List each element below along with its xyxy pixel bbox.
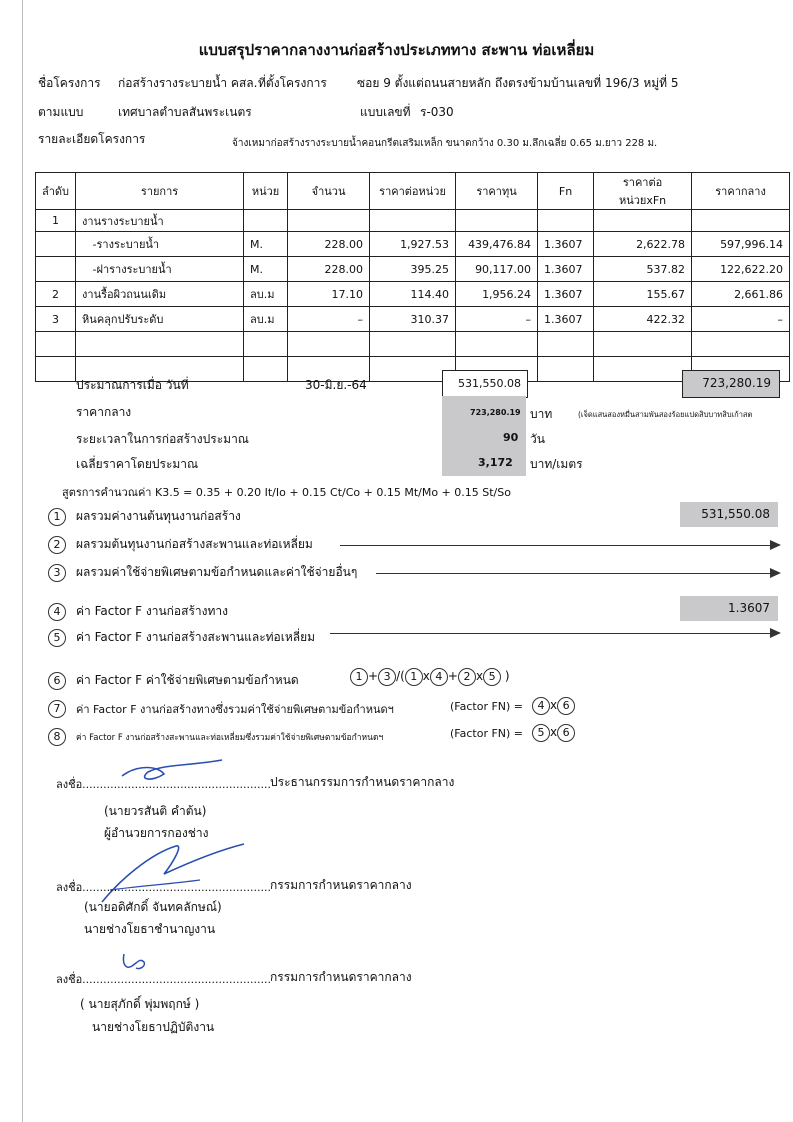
cell-median: 597,996.14 xyxy=(692,232,790,257)
circled-number: 3 xyxy=(378,668,396,686)
signature-1-sign-line: ลงชื่อ...................................................... xyxy=(56,778,271,791)
document-title: แบบสรุปราคากลางงานก่อสร้างประเภททาง สะพาน ท่อเหลี่ยม xyxy=(198,41,595,59)
cell-qty: 228.00 xyxy=(288,257,370,282)
avg-unit: บาท/เมตร xyxy=(530,457,583,471)
cell-empty xyxy=(244,357,288,382)
header-cell: ราคาทุน xyxy=(456,173,538,210)
cell-fn: 1.3607 xyxy=(538,232,594,257)
cell-no xyxy=(36,257,76,282)
circled-number: 1 xyxy=(350,668,368,686)
cell-unit-fn: 537.82 xyxy=(594,257,692,282)
item-8-fn-label: (Factor FN) = xyxy=(450,727,524,740)
cell-cost: 1,956.24 xyxy=(456,282,538,307)
table-header-row xyxy=(36,173,790,210)
arrow-right-icon xyxy=(770,628,781,638)
item-4-number-icon xyxy=(48,600,66,621)
signature-1-name: (นายวรสันติ คำต้น) xyxy=(104,804,207,818)
circled-number: 6 xyxy=(557,724,575,742)
cell-cost: – xyxy=(456,307,538,332)
table-row xyxy=(36,232,790,257)
cell-no: 2 xyxy=(36,282,76,307)
formula-times: x xyxy=(550,725,558,739)
cell-fn: 1.3607 xyxy=(538,257,594,282)
cell-median: – xyxy=(692,307,790,332)
cell-qty: 17.10 xyxy=(288,282,370,307)
project-location-value: ซอย 9 ตั้งแต่ถนนสายหลัก ถึงตรงข้ามบ้านเลขที่ 196/3 หมู่ที่ 5 xyxy=(357,76,679,90)
cell-no: 3 xyxy=(36,307,76,332)
signature-3-position: นายช่างโยธาปฏิบัติงาน xyxy=(92,1020,215,1034)
circled-number: 5 xyxy=(483,668,501,686)
table-row xyxy=(36,307,790,332)
header-cell: ราคาต่อหน่วยxFn xyxy=(594,173,692,210)
signature-2-sign-line: ลงชื่อ...................................................... xyxy=(56,881,271,894)
item-5-number-icon xyxy=(48,626,66,647)
cell-empty xyxy=(692,332,790,357)
cell-qty: 228.00 xyxy=(288,232,370,257)
arrow-right-icon xyxy=(770,540,781,550)
signature-3-name: ( นายสุภักดิ์ พุ่มพฤกษ์ ) xyxy=(80,997,200,1011)
circled-number: 7 xyxy=(48,700,66,718)
cell-empty xyxy=(538,357,594,382)
item-1-value: 531,550.08 xyxy=(701,507,770,521)
cell-empty xyxy=(538,332,594,357)
item-6-formula xyxy=(350,668,510,686)
cell-empty xyxy=(36,332,76,357)
cell-unit-fn xyxy=(594,210,692,232)
item-3-label: ผลรวมค่าใช้จ่ายพิเศษตามข้อกำหนดและค่าใช้จ่ายอื่นๆ xyxy=(76,565,358,579)
item-3-arrow-line xyxy=(376,573,770,574)
cell-median: 2,661.86 xyxy=(692,282,790,307)
signature-2-role: กรรมการกำหนดราคากลาง xyxy=(270,878,412,892)
formula-times: x xyxy=(550,698,558,712)
item-7-number-icon xyxy=(48,697,66,718)
cell-fn xyxy=(538,210,594,232)
item-4-value: 1.3607 xyxy=(728,601,770,615)
estimate-date: 30-มิ.ย.-64 xyxy=(305,378,367,392)
cell-item: หินคลุกปรับระดับ xyxy=(76,307,244,332)
estimate-cost-box xyxy=(442,370,528,398)
signature-1-role: ประธานกรรมการกำหนดราคากลาง xyxy=(270,775,455,789)
page-margin-line xyxy=(22,0,23,1122)
median-value: 723,280.19 xyxy=(470,408,521,417)
item-1-value-box xyxy=(680,502,778,527)
cell-cost xyxy=(456,210,538,232)
formula-plus: + xyxy=(447,669,458,683)
item-3-number-icon xyxy=(48,561,66,582)
median-unit: บาท xyxy=(530,407,553,421)
cell-unit-price: 1,927.53 xyxy=(370,232,456,257)
formula-plus: + xyxy=(368,669,379,683)
cell-empty xyxy=(456,332,538,357)
cell-unit: ลบ.ม xyxy=(244,307,288,332)
cell-qty xyxy=(288,210,370,232)
signature-1-position: ผู้อำนวยการกองช่าง xyxy=(104,826,209,840)
item-1-number-icon xyxy=(48,505,66,526)
header-cell: รายการ xyxy=(76,173,244,210)
detail-label: รายละเอียดโครงการ xyxy=(38,132,146,146)
cell-item: งานรื้อผิวถนนเดิม xyxy=(76,282,244,307)
cell-median: 122,622.20 xyxy=(692,257,790,282)
cell-empty xyxy=(76,332,244,357)
table-row xyxy=(36,210,790,232)
cell-item: งานรางระบายน้ำ xyxy=(76,210,244,232)
circled-number: 4 xyxy=(532,697,550,715)
item-2-label: ผลรวมต้นทุนงานก่อสร้างสะพานและท่อเหลี่ยม xyxy=(76,537,313,551)
cell-median xyxy=(692,210,790,232)
item-8-number-icon xyxy=(48,725,66,746)
design-value: เทศบาลตำบลสันพระเนตร xyxy=(118,105,252,119)
circled-number: 2 xyxy=(458,668,476,686)
cell-unit-fn: 155.67 xyxy=(594,282,692,307)
table-row xyxy=(36,282,790,307)
arrow-right-icon xyxy=(770,568,781,578)
item-8-formula xyxy=(532,724,575,742)
formula-times: x xyxy=(475,669,484,683)
cell-unit: ลบ.ม xyxy=(244,282,288,307)
duration-label: ระยะเวลาในการก่อสร้างประมาณ xyxy=(76,432,249,446)
project-name-value: ก่อสร้างรางระบายน้ำ คสล. xyxy=(118,76,258,90)
cell-unit-fn: 422.32 xyxy=(594,307,692,332)
cell-no xyxy=(36,232,76,257)
item-8-label: ค่า Factor F งานก่อสร้างสะพานและท่อเหลี่ยมซึ่งรวมค่าใช้จ่ายพิเศษตามข้อกำหนดฯ xyxy=(76,733,384,743)
formula-slash: /( xyxy=(396,669,405,683)
cell-empty xyxy=(36,357,76,382)
item-2-number-icon xyxy=(48,533,66,554)
item-4-value-box xyxy=(680,596,778,621)
duration-unit: วัน xyxy=(530,432,545,446)
cell-unit-price: 114.40 xyxy=(370,282,456,307)
estimate-label: ประมาณการเมื่อ วันที่ xyxy=(76,378,189,392)
circled-number: 4 xyxy=(430,668,448,686)
cell-cost: 90,117.00 xyxy=(456,257,538,282)
cell-cost: 439,476.84 xyxy=(456,232,538,257)
header-cell: ราคากลาง xyxy=(692,173,790,210)
circled-number: 6 xyxy=(48,672,66,690)
cost-table xyxy=(35,172,790,382)
header-cell: ราคาต่อหน่วย xyxy=(370,173,456,210)
cell-item: -ฝารางระบายน้ำ xyxy=(76,257,244,282)
signature-2-position: นายช่างโยธาชำนาญงาน xyxy=(84,922,216,936)
signature-2-name: (นายอดิศักดิ์ จันทคลักษณ์) xyxy=(84,900,222,914)
avg-value: 3,172 xyxy=(478,456,513,469)
item-7-label: ค่า Factor F งานก่อสร้างทางซึ่งรวมค่าใช้จ่ายพิเศษตามข้อกำหนดฯ xyxy=(76,703,394,716)
circled-number: 5 xyxy=(532,724,550,742)
cell-unit: M. xyxy=(244,257,288,282)
cell-qty: – xyxy=(288,307,370,332)
header-cell: ลำดับ xyxy=(36,173,76,210)
cell-unit-price xyxy=(370,210,456,232)
table-row xyxy=(36,332,790,357)
table-row xyxy=(36,257,790,282)
median-label: ราคากลาง xyxy=(76,405,132,419)
circled-number: 2 xyxy=(48,536,66,554)
avg-label: เฉลี่ยราคาโดยประมาณ xyxy=(76,457,199,471)
cell-empty xyxy=(594,357,692,382)
median-words: (เจ็ดแสนสองหมื่นสามพันสองร้อยแปดสิบบาทสิบเก้าสต xyxy=(578,410,753,419)
cell-unit-fn: 2,622.78 xyxy=(594,232,692,257)
item-1-label: ผลรวมค่างานต้นทุนงานก่อสร้าง xyxy=(76,509,241,523)
estimate-total-box xyxy=(682,370,780,398)
design-label: ตามแบบ xyxy=(38,105,84,119)
cell-unit: M. xyxy=(244,232,288,257)
circled-number: 3 xyxy=(48,564,66,582)
cell-fn: 1.3607 xyxy=(538,307,594,332)
cell-unit xyxy=(244,210,288,232)
circled-number: 4 xyxy=(48,603,66,621)
k-formula: สูตรการคำนวณค่า K3.5 = 0.35 + 0.20 It/Io + 0.15 Ct/Co + 0.15 Mt/Mo + 0.15 St/So xyxy=(62,486,511,499)
formula-close: ) xyxy=(504,669,510,683)
cell-unit-price: 395.25 xyxy=(370,257,456,282)
cell-empty xyxy=(594,332,692,357)
circled-number: 8 xyxy=(48,728,66,746)
estimate-total: 723,280.19 xyxy=(702,376,771,390)
project-location-label: ที่ตั้งโครงการ xyxy=(258,76,327,90)
detail-value: จ้างเหมาก่อสร้างรางระบายน้ำคอนกรีตเสริมเหล็ก ขนาดกว้าง 0.30 ม.ลึกเฉลี่ย 0.65 ม.ยาว 228 ม. xyxy=(232,138,658,149)
estimate-cost: 531,550.08 xyxy=(458,377,521,390)
duration-value: 90 xyxy=(503,431,519,444)
header-cell: จำนวน xyxy=(288,173,370,210)
cell-fn: 1.3607 xyxy=(538,282,594,307)
item-7-fn-label: (Factor FN) = xyxy=(450,700,524,713)
cell-item: -รางระบายน้ำ xyxy=(76,232,244,257)
circled-number: 6 xyxy=(557,697,575,715)
cell-no: 1 xyxy=(36,210,76,232)
circled-number: 1 xyxy=(48,508,66,526)
cell-unit-price: 310.37 xyxy=(370,307,456,332)
item-6-number-icon xyxy=(48,669,66,690)
plan-no-value: ร-030 xyxy=(420,105,454,119)
header-cell: Fn xyxy=(538,173,594,210)
project-name-label: ชื่อโครงการ xyxy=(38,76,101,90)
signature-3-role: กรรมการกำหนดราคากลาง xyxy=(270,970,412,984)
circled-number: 5 xyxy=(48,629,66,647)
item-6-label: ค่า Factor F ค่าใช้จ่ายพิเศษตามข้อกำหนด xyxy=(76,673,299,687)
header-cell: หน่วย xyxy=(244,173,288,210)
item-4-label: ค่า Factor F งานก่อสร้างทาง xyxy=(76,604,228,618)
item-5-arrow-line xyxy=(330,633,770,634)
cell-empty xyxy=(288,332,370,357)
formula-times: x xyxy=(422,669,430,683)
signature-3-sign-line: ลงชื่อ...................................................... xyxy=(56,973,271,986)
cell-empty xyxy=(244,332,288,357)
circled-number: 1 xyxy=(405,668,423,686)
item-5-label: ค่า Factor F งานก่อสร้างสะพานและท่อเหลี่ยม xyxy=(76,630,316,644)
item-7-formula xyxy=(532,697,575,715)
plan-no-label: แบบเลขที่ xyxy=(360,105,411,119)
item-2-arrow-line xyxy=(340,545,770,546)
cell-empty xyxy=(370,332,456,357)
